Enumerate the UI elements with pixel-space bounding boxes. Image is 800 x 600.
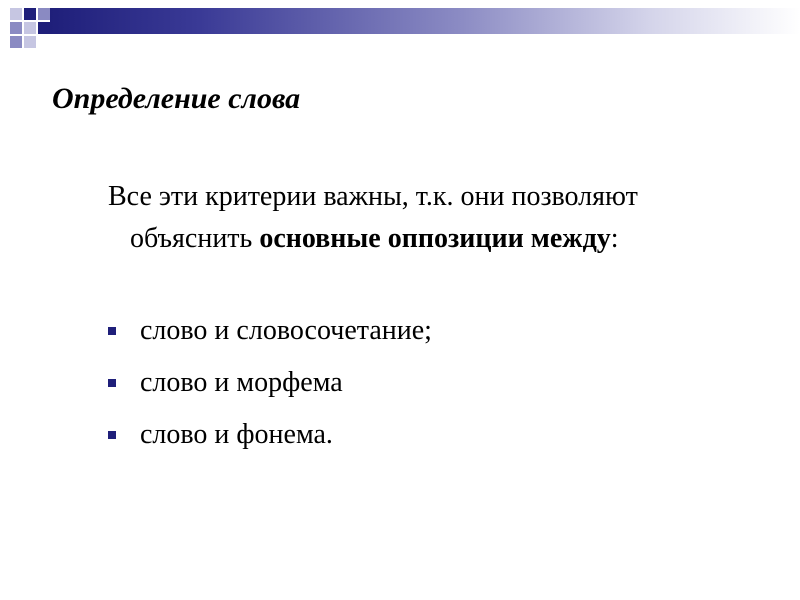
slide-title: Определение слова	[52, 82, 301, 115]
square-bullet-icon	[108, 431, 116, 439]
header-gradient-bar	[50, 8, 800, 34]
checker-square-icon	[10, 8, 22, 20]
checker-square-icon	[38, 8, 50, 20]
checker-square-icon	[10, 36, 22, 48]
bullet-text: слово и фонема.	[140, 419, 333, 450]
bullet-text: слово и словосочетание;	[140, 315, 432, 346]
body-paragraph	[108, 176, 668, 260]
paragraph-colon: :	[610, 223, 619, 254]
square-bullet-icon	[108, 327, 116, 335]
list-item	[108, 310, 432, 362]
list-item	[108, 414, 432, 466]
square-bullet-icon	[108, 379, 116, 387]
checker-square-icon	[24, 22, 36, 34]
checker-square-icon	[24, 36, 36, 48]
paragraph-text: Все эти критерии важны, т.к. они позволяют объяснить	[108, 181, 638, 254]
paragraph-bold-text: основные оппозиции между	[259, 223, 611, 254]
checker-square-icon	[38, 22, 50, 34]
list-item	[108, 362, 432, 414]
bullet-list	[108, 310, 432, 466]
criteria-paragraph	[108, 176, 668, 260]
checker-square-icon	[24, 8, 36, 20]
checker-square-icon	[10, 22, 22, 34]
bullet-text: слово и морфема	[140, 367, 343, 398]
